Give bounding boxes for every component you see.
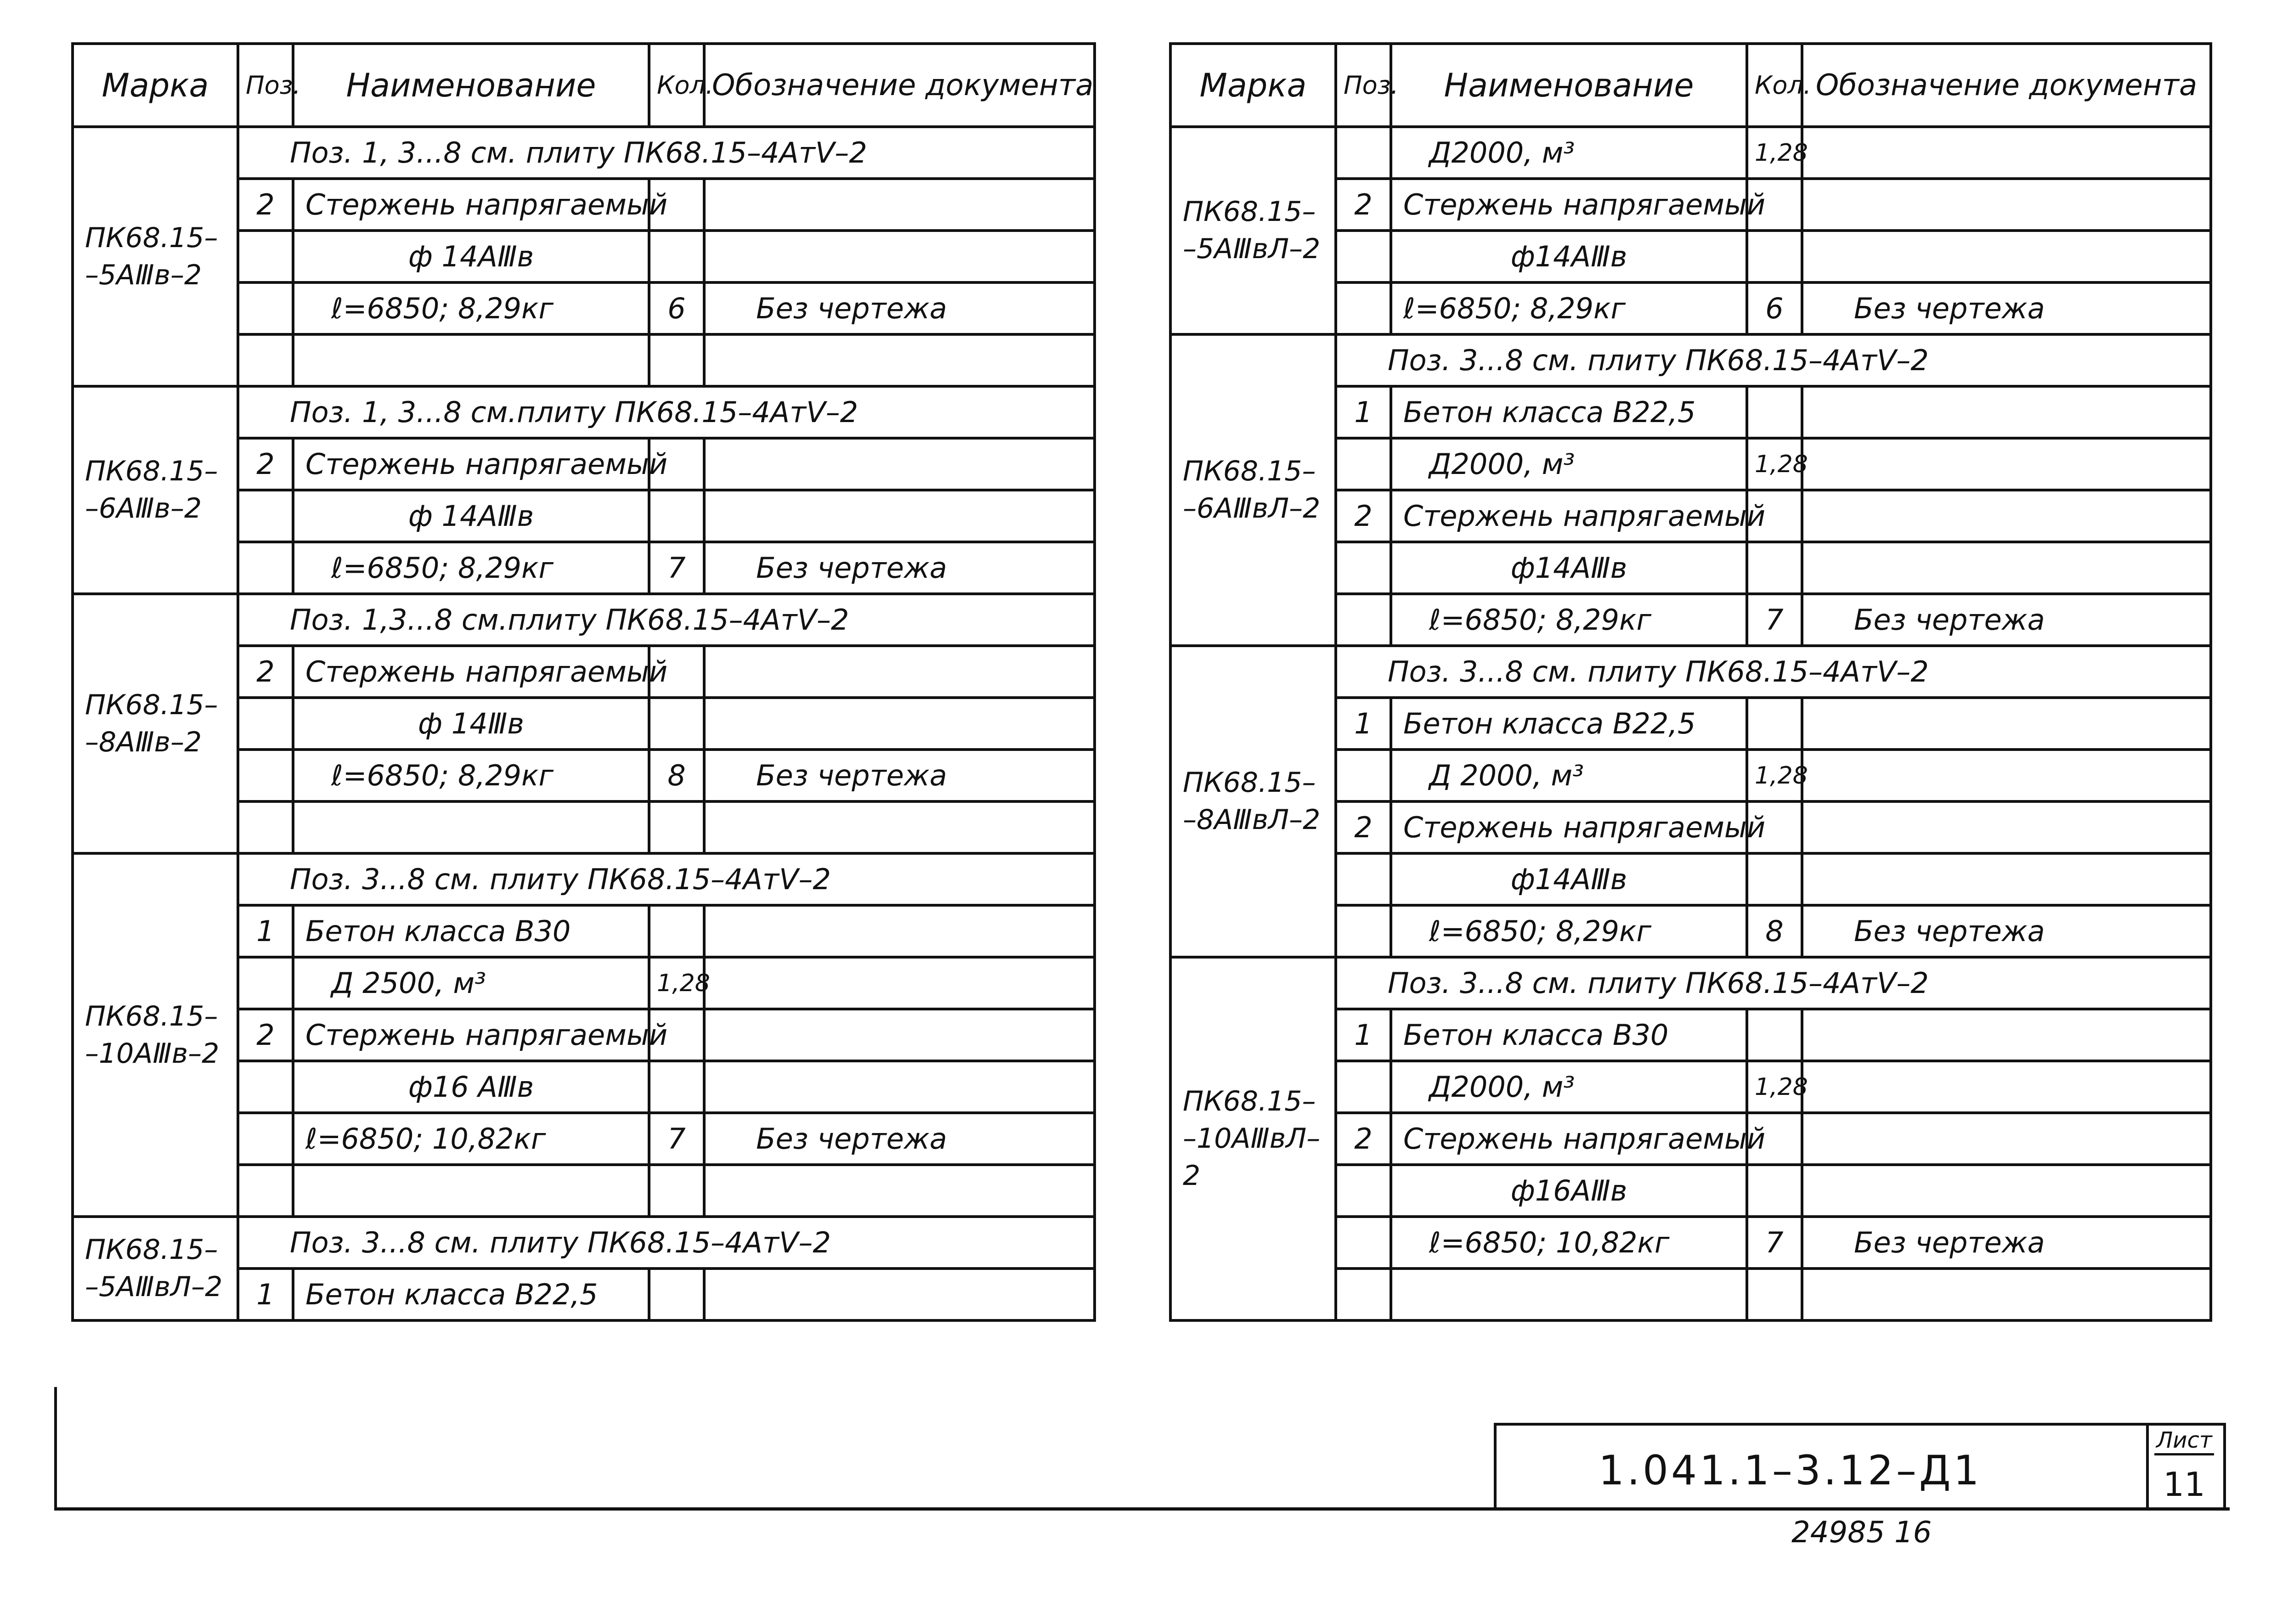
doc-cell (704, 334, 1095, 386)
table-row (1170, 334, 2211, 386)
name-cell: Стержень напрягаемый (293, 646, 649, 698)
marka-cell: ПК68.15– –10АⅢвЛ–2 (1170, 957, 1336, 1320)
doc-cell (704, 490, 1095, 542)
name-cell: Стержень напрягаемый (293, 438, 649, 490)
pos-cell (1336, 853, 1391, 905)
qty-cell (1747, 1165, 1802, 1217)
header-qty: Кол. (1747, 44, 1802, 127)
doc-cell (704, 698, 1095, 750)
pos-cell (1336, 905, 1391, 957)
doc-cell (704, 1165, 1095, 1217)
name-cell: ℓ=6850; 10,82кг (293, 1113, 649, 1165)
pos-cell (1336, 1217, 1391, 1269)
header-doc: Обозначение документа (1802, 44, 2211, 127)
pos-cell (238, 1061, 293, 1113)
pos-cell: 2 (1336, 179, 1391, 231)
doc-cell (1802, 542, 2211, 594)
pos-cell: 2 (238, 438, 293, 490)
name-cell: ф 14Ⅲв (293, 698, 649, 750)
doc-cell: Без чертежа (1802, 905, 2211, 957)
pos-cell: 1 (238, 905, 293, 957)
pos-cell: 2 (1336, 801, 1391, 853)
qty-cell: 7 (1747, 1217, 1802, 1269)
pos-cell (238, 231, 293, 282)
name-cell: ℓ=6850; 8,29кг (293, 282, 649, 334)
qty-cell: 7 (1747, 594, 1802, 646)
qty-cell: 1,28 (649, 957, 704, 1009)
table-row (1170, 957, 2211, 1009)
doc-cell (1802, 1009, 2211, 1061)
name-cell: Стержень напрягаемый (1391, 490, 1747, 542)
qty-cell (649, 1061, 704, 1113)
doc-cell (1802, 1113, 2211, 1165)
pos-cell: 2 (238, 1009, 293, 1061)
doc-cell (1802, 801, 2211, 853)
doc-cell (1802, 1061, 2211, 1113)
name-cell: Бетон класса В22,5 (1391, 698, 1747, 750)
name-cell: Стержень напрягаемый (1391, 801, 1747, 853)
qty-cell: 1,28 (1747, 438, 1802, 490)
qty-cell: 8 (1747, 905, 1802, 957)
qty-cell (649, 801, 704, 853)
doc-cell: Без чертежа (1802, 594, 2211, 646)
pos-cell (238, 282, 293, 334)
qty-cell: 8 (649, 750, 704, 801)
reference-row: Поз. 3...8 см. плиту ПК68.15–4АтⅤ–2 (1336, 646, 2211, 698)
pos-cell (238, 334, 293, 386)
doc-cell: Без чертежа (704, 750, 1095, 801)
doc-cell: Без чертежа (704, 1113, 1095, 1165)
doc-cell (704, 1061, 1095, 1113)
doc-cell (704, 1269, 1095, 1320)
sheet-label: Лист (2154, 1427, 2214, 1455)
qty-cell (649, 334, 704, 386)
table-row (73, 594, 1095, 646)
qty-cell (1747, 231, 1802, 282)
marka-cell: ПК68.15– –5АⅢвЛ–2 (73, 1217, 238, 1320)
pos-cell: 2 (1336, 1113, 1391, 1165)
qty-cell: 1,28 (1747, 127, 1802, 179)
qty-cell: 1,28 (1747, 750, 1802, 801)
doc-cell (704, 957, 1095, 1009)
name-cell: ℓ=6850; 8,29кг (1391, 282, 1747, 334)
name-cell: ф14АⅢв (1391, 231, 1747, 282)
qty-cell: 6 (649, 282, 704, 334)
name-cell: ф14АⅢв (1391, 542, 1747, 594)
pos-cell: 2 (1336, 490, 1391, 542)
spec-table-left (71, 42, 1096, 1322)
pos-cell: 1 (1336, 698, 1391, 750)
reference-row: Поз. 3...8 см. плиту ПК68.15–4АтⅤ–2 (238, 1217, 1095, 1269)
spec-table-right (1169, 42, 2212, 1322)
marka-cell: ПК68.15– –6АⅢв–2 (73, 386, 238, 594)
marka-cell: ПК68.15– –5АⅢвЛ–2 (1170, 127, 1336, 334)
qty-cell (1747, 386, 1802, 438)
qty-cell (649, 698, 704, 750)
name-cell: Стержень напрягаемый (293, 1009, 649, 1061)
pos-cell (1336, 231, 1391, 282)
qty-cell (649, 905, 704, 957)
doc-cell (1802, 490, 2211, 542)
table-row (73, 127, 1095, 179)
name-cell (293, 1165, 649, 1217)
header-row (1170, 44, 2211, 127)
name-cell: Д2000, м³ (1391, 127, 1747, 179)
document-code: 1.041.1–3.12–Д1 (1599, 1447, 1982, 1494)
qty-cell: 7 (649, 1113, 704, 1165)
sheet-number: 11 (2163, 1465, 2205, 1504)
doc-cell (1802, 438, 2211, 490)
name-cell: Стержень напрягаемый (1391, 179, 1747, 231)
reference-row: Поз. 3...8 см. плиту ПК68.15–4АтⅤ–2 (238, 853, 1095, 905)
table-row (1170, 127, 2211, 179)
qty-cell: 6 (1747, 282, 1802, 334)
header-name: Наименование (1391, 44, 1747, 127)
pos-cell: 2 (238, 179, 293, 231)
doc-cell (1802, 1165, 2211, 1217)
doc-cell (704, 1009, 1095, 1061)
name-cell: Бетон класса В22,5 (1391, 386, 1747, 438)
header-name: Наименование (293, 44, 649, 127)
pos-cell (1336, 1269, 1391, 1320)
header-qty: Кол. (649, 44, 704, 127)
name-cell: ℓ=6850; 8,29кг (1391, 594, 1747, 646)
pos-cell: 1 (1336, 1009, 1391, 1061)
pos-cell (238, 1165, 293, 1217)
pos-cell (1336, 542, 1391, 594)
header-marka: Марка (1170, 44, 1336, 127)
name-cell: Д 2500, м³ (293, 957, 649, 1009)
doc-cell (1802, 127, 2211, 179)
name-cell (293, 801, 649, 853)
name-cell: Стержень напрягаемый (1391, 1113, 1747, 1165)
name-cell: Бетон класса В30 (1391, 1009, 1747, 1061)
name-cell: ф16АⅢв (1391, 1165, 1747, 1217)
reference-row: Поз. 1, 3...8 см.плиту ПК68.15–4АтⅤ–2 (238, 386, 1095, 438)
header-row (73, 44, 1095, 127)
name-cell: Стержень напрягаемый (293, 179, 649, 231)
pos-cell (238, 801, 293, 853)
reference-row: Поз. 3...8 см. плиту ПК68.15–4АтⅤ–2 (1336, 334, 2211, 386)
header-pos: Поз. (1336, 44, 1391, 127)
qty-cell: 7 (649, 542, 704, 594)
name-cell: ℓ=6850; 8,29кг (1391, 905, 1747, 957)
marka-cell: ПК68.15– –8АⅢвЛ–2 (1170, 646, 1336, 957)
archive-number: 24985 16 (1791, 1516, 1932, 1550)
doc-cell (1802, 386, 2211, 438)
pos-cell (1336, 1165, 1391, 1217)
qty-cell (1747, 1009, 1802, 1061)
doc-cell: Без чертежа (1802, 282, 2211, 334)
doc-cell (1802, 750, 2211, 801)
pos-cell (1336, 282, 1391, 334)
name-cell: ф14АⅢв (1391, 853, 1747, 905)
pos-cell (238, 490, 293, 542)
pos-cell (1336, 750, 1391, 801)
name-cell: Бетон класса В22,5 (293, 1269, 649, 1320)
qty-cell (649, 1165, 704, 1217)
marka-cell: ПК68.15– –6АⅢвЛ–2 (1170, 334, 1336, 646)
qty-cell (649, 1269, 704, 1320)
reference-row: Поз. 1,3...8 см.плиту ПК68.15–4АтⅤ–2 (238, 594, 1095, 646)
doc-cell (704, 179, 1095, 231)
pos-cell (1336, 127, 1391, 179)
marka-cell: ПК68.15– –8АⅢв–2 (73, 594, 238, 853)
doc-cell (1802, 179, 2211, 231)
marka-cell: ПК68.15– –10АⅢв–2 (73, 853, 238, 1217)
name-cell: Д2000, м³ (1391, 438, 1747, 490)
pos-cell: 1 (238, 1269, 293, 1320)
doc-cell (704, 905, 1095, 957)
name-cell: Бетон класса В30 (293, 905, 649, 957)
name-cell: ф 14АⅢв (293, 490, 649, 542)
qty-cell (1747, 542, 1802, 594)
header-marka: Марка (73, 44, 238, 127)
table-row (73, 853, 1095, 905)
qty-cell (649, 490, 704, 542)
qty-cell (1747, 1269, 1802, 1320)
name-cell: ℓ=6850; 8,29кг (293, 542, 649, 594)
doc-cell (704, 646, 1095, 698)
doc-cell: Без чертежа (704, 542, 1095, 594)
pos-cell (238, 750, 293, 801)
pos-cell (238, 1113, 293, 1165)
doc-cell (704, 801, 1095, 853)
pos-cell: 2 (238, 646, 293, 698)
qty-cell: 1,28 (1747, 1061, 1802, 1113)
name-cell: Д 2000, м³ (1391, 750, 1747, 801)
name-cell (1391, 1269, 1747, 1320)
doc-cell (704, 231, 1095, 282)
reference-row: Поз. 1, 3...8 см. плиту ПК68.15–4АтⅤ–2 (238, 127, 1095, 179)
name-cell: ф16 АⅢв (293, 1061, 649, 1113)
marka-cell: ПК68.15– –5АⅢв–2 (73, 127, 238, 386)
name-cell: Д2000, м³ (1391, 1061, 1747, 1113)
qty-cell (1747, 853, 1802, 905)
qty-cell (1747, 698, 1802, 750)
pos-cell (1336, 594, 1391, 646)
table-row (1170, 646, 2211, 698)
doc-cell (704, 438, 1095, 490)
name-cell: ℓ=6850; 8,29кг (293, 750, 649, 801)
reference-row: Поз. 3...8 см. плиту ПК68.15–4АтⅤ–2 (1336, 957, 2211, 1009)
name-cell (293, 334, 649, 386)
header-pos: Поз. (238, 44, 293, 127)
doc-cell: Без чертежа (1802, 1217, 2211, 1269)
doc-cell: Без чертежа (704, 282, 1095, 334)
doc-cell (1802, 853, 2211, 905)
pos-cell (238, 542, 293, 594)
qty-cell (649, 231, 704, 282)
doc-cell (1802, 1269, 2211, 1320)
name-cell: ф 14АⅢв (293, 231, 649, 282)
name-cell: ℓ=6850; 10,82кг (1391, 1217, 1747, 1269)
table-row (73, 1217, 1095, 1269)
table-row (73, 386, 1095, 438)
pos-cell (238, 957, 293, 1009)
pos-cell (1336, 438, 1391, 490)
pos-cell (1336, 1061, 1391, 1113)
doc-cell (1802, 698, 2211, 750)
doc-cell (1802, 231, 2211, 282)
pos-cell (238, 698, 293, 750)
pos-cell: 1 (1336, 386, 1391, 438)
header-doc: Обозначение документа (704, 44, 1095, 127)
